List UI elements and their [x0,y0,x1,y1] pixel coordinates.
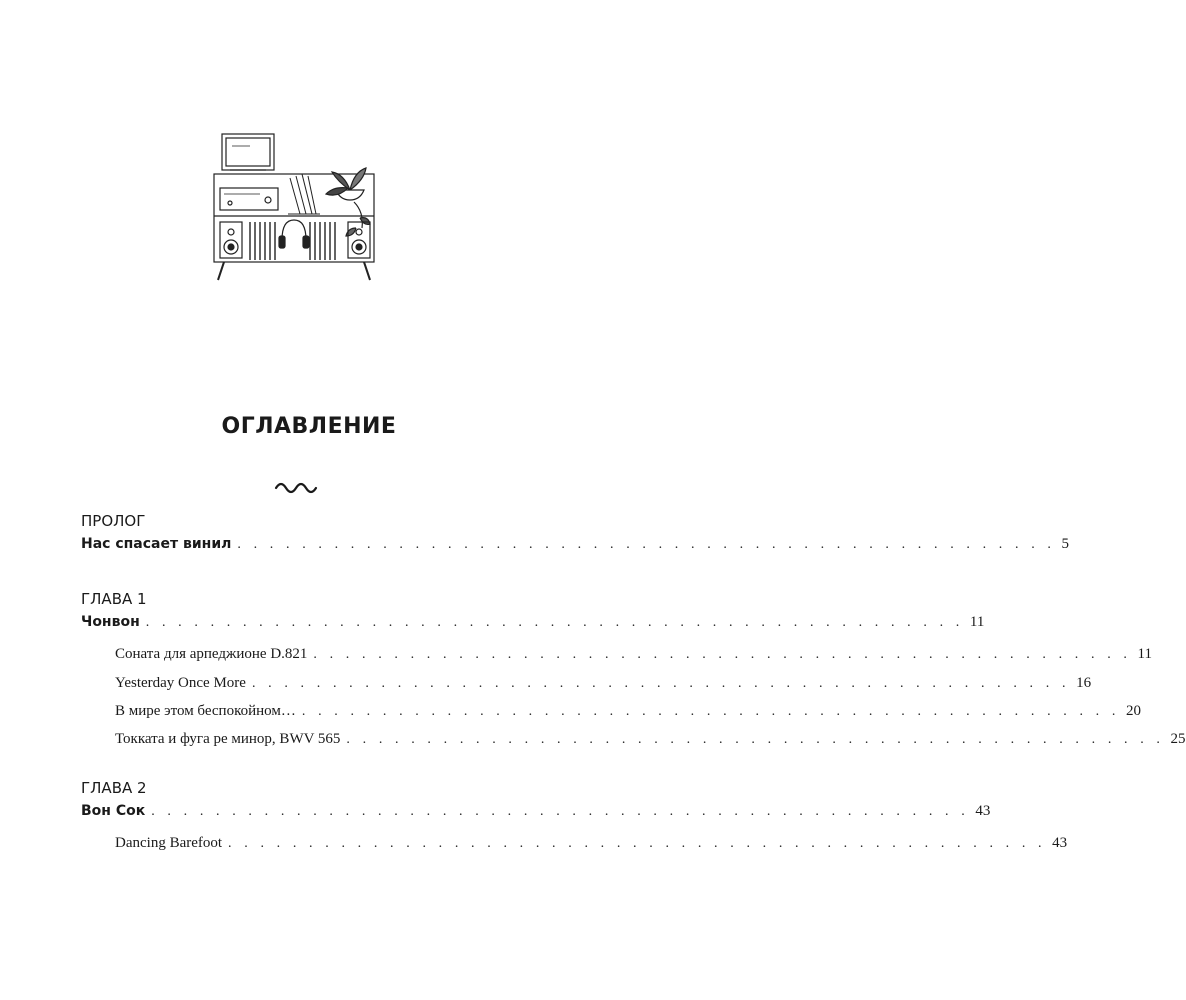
dot-leader: . . . . . . . . . . . . . . . . . . . . . . . . . . . . . . . . . . . . . . . . . . . . . . . . . . . [228,836,1047,851]
turntable-icon [222,134,274,170]
toc-entry-chapter[interactable] [81,614,985,634]
page-number: 20 [1125,703,1141,719]
entry-title: Yesterday Once More [115,675,246,691]
entry-title: Нас спасает винил [81,536,232,552]
page-number: 25 [1170,731,1186,747]
toc-entry-subchapter[interactable] [115,731,1186,751]
wave-ornament-icon [274,478,320,496]
section-heading-chapter-2: ГЛАВА 2 [81,779,147,797]
toc-entry-subchapter[interactable] [115,703,1141,723]
toc-entry-chapter[interactable] [81,803,991,823]
entry-title: Соната для арпеджионе D.821 [115,646,308,662]
toc-entry-chapter[interactable] [81,536,1069,556]
entry-title: В мире этом беспокойном… [115,703,296,719]
toc-entry-subchapter[interactable] [115,675,1092,695]
entry-title: Токката и фуга ре минор, BWV 565 [115,731,341,747]
toc-entry-subchapter[interactable] [115,646,1152,666]
entry-title: Dancing Barefoot [115,835,223,851]
page-number: 43 [975,803,991,819]
record-console-illustration [210,128,380,286]
page-number: 11 [969,614,985,630]
dot-leader: . . . . . . . . . . . . . . . . . . . . . . . . . . . . . . . . . . . . . . . . . . . . . . . . . . . [151,804,970,819]
dot-leader: . . . . . . . . . . . . . . . . . . . . . . . . . . . . . . . . . . . . . . . . . . . . . . . . . . . [301,704,1120,719]
entry-title: Вон Сок [81,803,146,819]
entry-title: Чонвон [81,614,140,630]
dot-leader: . . . . . . . . . . . . . . . . . . . . . . . . . . . . . . . . . . . . . . . . . . . . . . . . . . . [313,647,1132,662]
page-number: 5 [1061,536,1069,552]
page-number: 43 [1052,835,1068,851]
toc-entry-subchapter[interactable] [115,835,1068,855]
dot-leader: . . . . . . . . . . . . . . . . . . . . . . . . . . . . . . . . . . . . . . . . . . . . . . . . . . . [251,676,1071,691]
dot-leader: . . . . . . . . . . . . . . . . . . . . . . . . . . . . . . . . . . . . . . . . . . . . . . . . . . . [237,537,1056,552]
section-heading-prologue: ПРОЛОГ [81,512,146,530]
page-number: 11 [1137,646,1152,662]
page-number: 16 [1076,675,1092,691]
section-heading-chapter-1: ГЛАВА 1 [81,590,147,608]
dot-leader: . . . . . . . . . . . . . . . . . . . . . . . . . . . . . . . . . . . . . . . . . . . . . . . . . . . [346,732,1165,747]
dot-leader: . . . . . . . . . . . . . . . . . . . . . . . . . . . . . . . . . . . . . . . . . . . . . . . . . . . [145,615,964,630]
toc-title: ОГЛАВЛЕНИЕ [221,414,397,439]
